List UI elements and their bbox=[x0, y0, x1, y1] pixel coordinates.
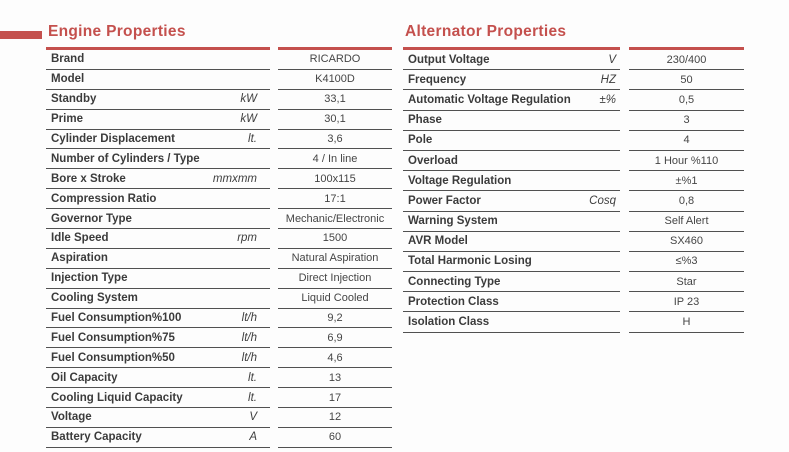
property-label: Cylinder Displacement bbox=[51, 133, 175, 145]
engine-table-row bbox=[46, 348, 270, 368]
alternator-table-value-row bbox=[629, 292, 744, 312]
property-value: 3,6 bbox=[327, 133, 343, 145]
property-label: Fuel Consumption%100 bbox=[51, 312, 182, 325]
property-unit: lt. bbox=[248, 371, 257, 384]
property-label: Cooling System bbox=[51, 292, 138, 305]
property-value: IP 23 bbox=[673, 295, 700, 308]
engine-table-row bbox=[46, 50, 270, 70]
alternator-table-row bbox=[403, 272, 620, 292]
property-unit: mmxmm bbox=[212, 172, 257, 185]
alternator-table-row bbox=[403, 191, 620, 211]
engine-table-value-row bbox=[278, 408, 392, 428]
engine-table-value-row bbox=[278, 388, 392, 408]
property-label: Connecting Type bbox=[408, 275, 501, 288]
property-label: Isolation Class bbox=[408, 316, 490, 329]
alternator-table-row bbox=[403, 151, 620, 171]
alternator-table-value-row bbox=[629, 50, 744, 70]
property-unit: lt/h bbox=[241, 351, 257, 364]
property-value: 3 bbox=[683, 114, 690, 127]
accent-bar bbox=[0, 31, 42, 39]
property-unit: V bbox=[249, 411, 257, 424]
property-label: AVR Model bbox=[408, 235, 468, 248]
property-value: Natural Aspiration bbox=[291, 252, 379, 265]
engine-table-value-row bbox=[278, 209, 392, 229]
alternator-section-title: Alternator Properties bbox=[405, 23, 567, 40]
engine-table-row bbox=[46, 309, 270, 329]
alternator-table-row bbox=[403, 212, 620, 232]
engine-section-title: Engine Properties bbox=[48, 23, 186, 40]
property-label: Aspiration bbox=[51, 252, 108, 265]
property-label: Overload bbox=[408, 154, 458, 167]
property-value: SX460 bbox=[669, 235, 704, 248]
property-label: Cooling Liquid Capacity bbox=[51, 391, 183, 404]
engine-table-row bbox=[46, 149, 270, 169]
engine-table-row bbox=[46, 110, 270, 130]
property-unit: V bbox=[608, 53, 616, 66]
alternator-table-row bbox=[403, 292, 620, 312]
engine-table-value-row bbox=[278, 309, 392, 329]
property-value: 4 / In line bbox=[312, 152, 358, 165]
alternator-table-row bbox=[403, 50, 620, 70]
property-value: Direct Injection bbox=[298, 272, 372, 285]
property-value: H bbox=[682, 316, 691, 329]
engine-table-labels-column bbox=[46, 47, 270, 448]
property-value: 230/400 bbox=[666, 53, 707, 66]
engine-table-row bbox=[46, 70, 270, 90]
alternator-table-values-column bbox=[629, 47, 744, 333]
property-label: Injection Type bbox=[51, 272, 128, 285]
property-label: Voltage bbox=[51, 411, 92, 424]
engine-table-row bbox=[46, 229, 270, 249]
alternator-table-value-row bbox=[629, 212, 744, 232]
property-value: 100x115 bbox=[314, 172, 356, 185]
property-value: 0,5 bbox=[678, 93, 695, 106]
property-value: 33,1 bbox=[324, 93, 346, 106]
property-value: 1500 bbox=[322, 232, 348, 245]
engine-table-row bbox=[46, 169, 270, 189]
property-label: Automatic Voltage Regulation bbox=[408, 93, 571, 106]
property-unit: lt/h bbox=[241, 331, 257, 344]
engine-table-row bbox=[46, 249, 270, 269]
alternator-table-value-row bbox=[629, 70, 744, 90]
engine-table-value-row bbox=[278, 110, 392, 130]
engine-table-value-row bbox=[278, 269, 392, 289]
property-unit: lt. bbox=[248, 133, 257, 145]
property-value: 17 bbox=[328, 391, 342, 404]
engine-table-row bbox=[46, 388, 270, 408]
alternator-table-value-row bbox=[629, 131, 744, 151]
property-unit: Cosq bbox=[589, 194, 616, 207]
engine-table-value-row bbox=[278, 130, 392, 150]
property-value: 30,1 bbox=[324, 113, 346, 126]
property-label: Model bbox=[51, 73, 85, 86]
engine-table-value-row bbox=[278, 189, 392, 209]
engine-table-row bbox=[46, 289, 270, 309]
engine-table-row bbox=[46, 368, 270, 388]
engine-table-value-row bbox=[278, 289, 392, 309]
alternator-table-value-row bbox=[629, 232, 744, 252]
property-label: Governor Type bbox=[51, 212, 132, 225]
property-unit: kW bbox=[240, 93, 257, 106]
alternator-table-value-row bbox=[629, 252, 744, 272]
property-label: Warning System bbox=[408, 215, 498, 228]
alternator-table-row bbox=[403, 111, 620, 131]
property-label: Voltage Regulation bbox=[408, 174, 512, 187]
alternator-table-row bbox=[403, 252, 620, 272]
property-value: 4 bbox=[683, 134, 690, 147]
property-label: Number of Cylinders / Type bbox=[51, 152, 200, 165]
engine-table-value-row bbox=[278, 70, 392, 90]
engine-table-value-row bbox=[278, 169, 392, 189]
property-label: Battery Capacity bbox=[51, 431, 142, 444]
property-value: Mechanic/Electronic bbox=[285, 212, 385, 225]
property-label: Fuel Consumption%50 bbox=[51, 351, 175, 364]
alternator-table-value-row bbox=[629, 191, 744, 211]
property-value: RICARDO bbox=[309, 53, 361, 66]
property-label: Pole bbox=[408, 134, 433, 147]
property-label: Fuel Consumption%75 bbox=[51, 331, 175, 344]
engine-table-row bbox=[46, 428, 270, 448]
property-label: Standby bbox=[51, 93, 97, 106]
engine-table-row bbox=[46, 90, 270, 110]
alternator-table-row bbox=[403, 131, 620, 151]
engine-table-row bbox=[46, 130, 270, 150]
property-value: 6,9 bbox=[327, 331, 343, 344]
property-value: Star bbox=[676, 275, 697, 288]
engine-table-row bbox=[46, 408, 270, 428]
engine-table-value-row bbox=[278, 229, 392, 249]
property-unit: lt. bbox=[248, 391, 257, 404]
property-label: Power Factor bbox=[408, 194, 481, 207]
alternator-table-row bbox=[403, 171, 620, 191]
engine-table-value-row bbox=[278, 149, 392, 169]
property-unit: kW bbox=[240, 113, 257, 126]
property-value: Self Alert bbox=[664, 215, 709, 228]
engine-table-value-row bbox=[278, 249, 392, 269]
property-value: 9,2 bbox=[327, 312, 343, 325]
engine-table-row bbox=[46, 269, 270, 289]
alternator-table-row bbox=[403, 90, 620, 110]
property-value: 60 bbox=[328, 431, 342, 444]
alternator-table-value-row bbox=[629, 312, 744, 332]
property-value: Liquid Cooled bbox=[301, 292, 369, 305]
property-value: 4,6 bbox=[327, 351, 343, 364]
alternator-table-value-row bbox=[629, 111, 744, 131]
engine-table-value-row bbox=[278, 328, 392, 348]
alternator-table-row bbox=[403, 232, 620, 252]
alternator-table-value-row bbox=[629, 272, 744, 292]
property-label: Idle Speed bbox=[51, 232, 109, 245]
property-label: Oil Capacity bbox=[51, 371, 118, 384]
property-unit: lt/h bbox=[241, 312, 257, 325]
engine-table-value-row bbox=[278, 348, 392, 368]
alternator-table-row bbox=[403, 312, 620, 332]
alternator-table-row bbox=[403, 70, 620, 90]
property-value: 1 Hour %110 bbox=[654, 154, 719, 167]
alternator-table-value-row bbox=[629, 171, 744, 191]
property-unit: A bbox=[249, 431, 257, 444]
property-value: ±%1 bbox=[675, 174, 698, 187]
engine-table-value-row bbox=[278, 50, 392, 70]
property-value: 0,8 bbox=[678, 194, 695, 207]
property-label: Brand bbox=[51, 53, 85, 66]
property-label: Total Harmonic Losing bbox=[408, 255, 532, 268]
property-value: K4100D bbox=[315, 73, 355, 86]
property-value: 12 bbox=[328, 411, 342, 424]
engine-table-row bbox=[46, 209, 270, 229]
property-value: 50 bbox=[680, 73, 693, 86]
property-label: Protection Class bbox=[408, 295, 499, 308]
engine-table-values-column bbox=[278, 47, 392, 448]
property-value: ≤%3 bbox=[675, 255, 698, 268]
property-unit: rpm bbox=[237, 232, 257, 245]
property-value: 13 bbox=[328, 371, 342, 384]
property-unit: HZ bbox=[600, 73, 616, 86]
property-label: Output Voltage bbox=[408, 53, 490, 66]
property-label: Frequency bbox=[408, 73, 467, 86]
property-label: Bore x Stroke bbox=[51, 172, 126, 185]
engine-table-value-row bbox=[278, 368, 392, 388]
alternator-table-value-row bbox=[629, 90, 744, 110]
property-label: Phase bbox=[408, 114, 442, 127]
engine-table-value-row bbox=[278, 428, 392, 448]
property-label: Compression Ratio bbox=[51, 192, 157, 205]
property-label: Prime bbox=[51, 113, 83, 126]
engine-table-row bbox=[46, 328, 270, 348]
property-value: 17:1 bbox=[324, 192, 346, 205]
alternator-table-labels-column bbox=[403, 47, 620, 333]
engine-table-row bbox=[46, 189, 270, 209]
engine-table-value-row bbox=[278, 90, 392, 110]
property-unit: ±% bbox=[599, 93, 616, 106]
alternator-table-value-row bbox=[629, 151, 744, 171]
